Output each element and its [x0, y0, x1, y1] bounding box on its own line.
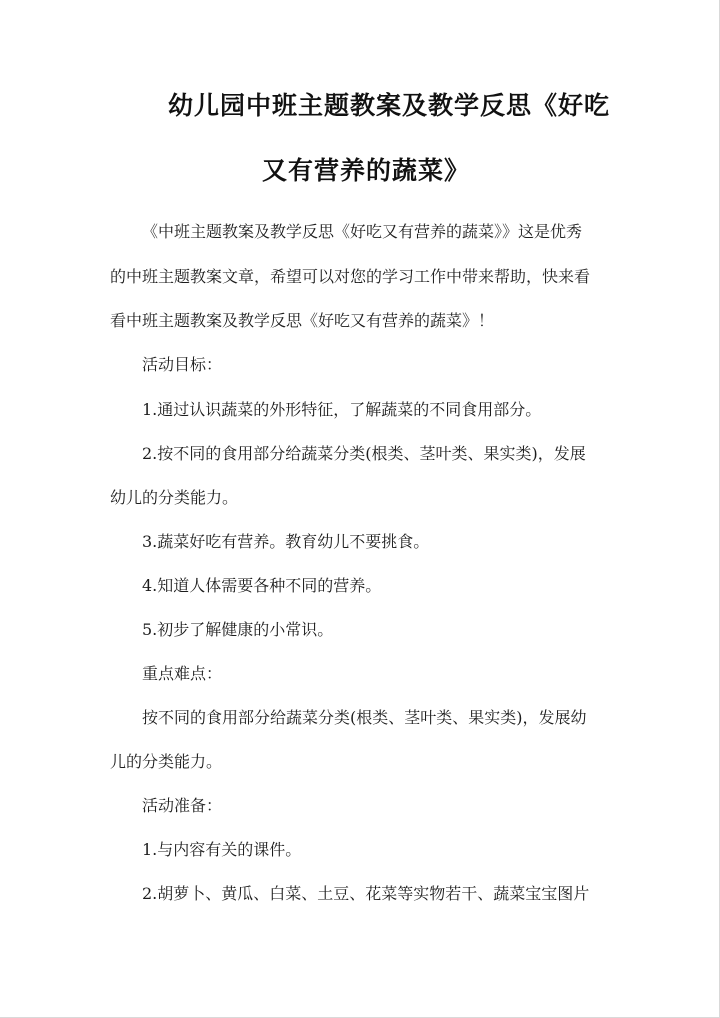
- goal-3: 3.蔬菜好吃有营养。教育幼儿不要挑食。: [142, 532, 430, 551]
- goal-2-line-2: 幼儿的分类能力。: [110, 488, 239, 507]
- prep-2: 2.胡萝卜、黄瓜、白菜、土豆、花菜等实物若干、蔬菜宝宝图片: [142, 884, 590, 903]
- goals-heading: 活动目标：: [142, 355, 223, 374]
- goal-1: 1.通过认识蔬菜的外形特征，了解蔬菜的不同食用部分。: [142, 400, 542, 419]
- prep-1: 1.与内容有关的课件。: [142, 840, 302, 859]
- intro-line-2: 的中班主题教案文章，希望可以对您的学习工作中带来帮助，快来看: [110, 267, 591, 286]
- intro-line-1: 《中班主题教案及教学反思《好吃又有营养的蔬菜》》这是优秀: [142, 222, 583, 241]
- document-title-line-2: 又有营养的蔬菜》: [262, 156, 471, 185]
- key-point-line-2: 儿的分类能力。: [110, 752, 223, 771]
- goal-2-line-1: 2.按不同的食用部分给蔬菜分类(根类、茎叶类、果实类)，发展: [142, 444, 586, 463]
- document-title-line-1: 幼儿园中班主题教案及教学反思《好吃: [168, 91, 611, 120]
- key-point-line-1: 按不同的食用部分给蔬菜分类(根类、茎叶类、果实类)，发展幼: [142, 708, 587, 727]
- goal-4: 4.知道人体需要各种不同的营养。: [142, 576, 382, 595]
- prep-heading: 活动准备：: [142, 796, 223, 815]
- goal-5: 5.初步了解健康的小常识。: [142, 620, 334, 639]
- key-points-heading: 重点难点：: [142, 664, 223, 683]
- intro-line-3: 看中班主题教案及教学反思《好吃又有营养的蔬菜》！: [110, 311, 495, 330]
